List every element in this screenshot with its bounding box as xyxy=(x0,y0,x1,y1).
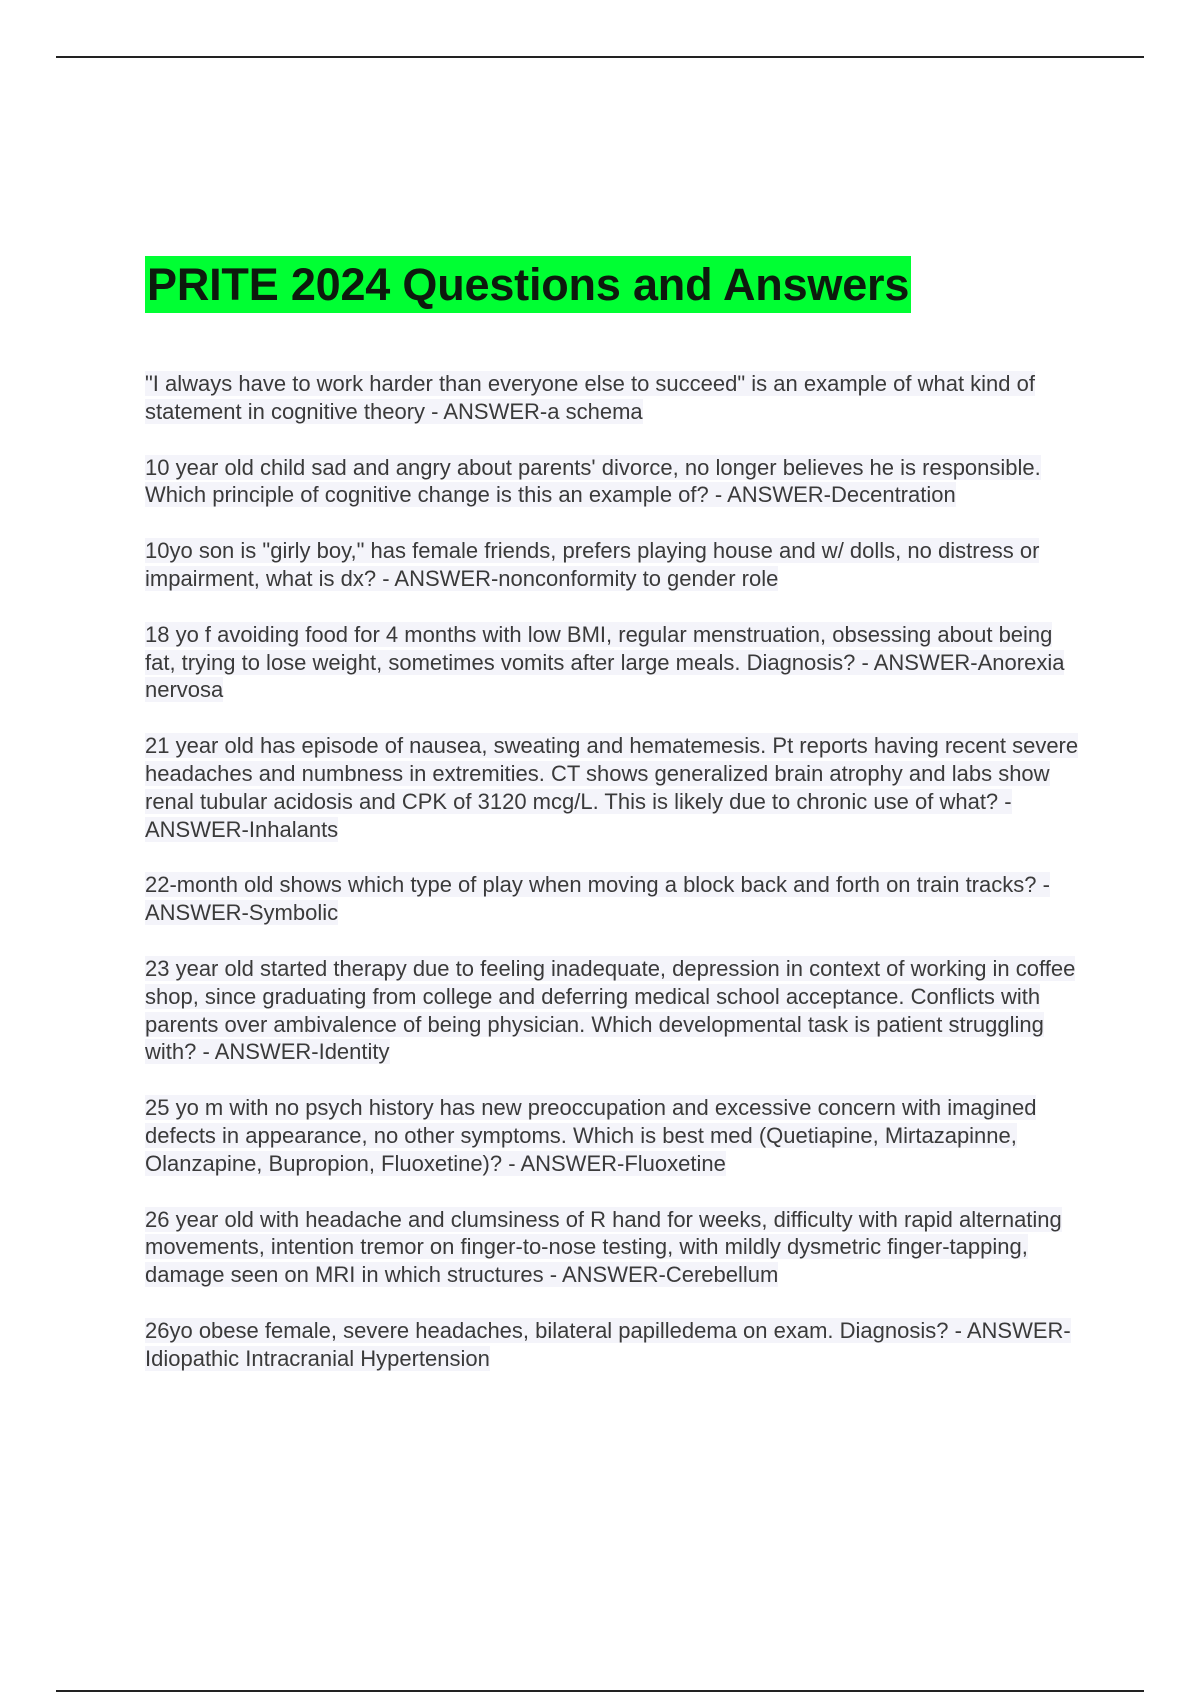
qa-item-text: 26yo obese female, severe headaches, bilateral papilledema on exam. Diagnosis? - ANSWER-Idiopathic Intracranial Hypertension xyxy=(145,1317,1071,1371)
qa-item-text: 21 year old has episode of nausea, sweating and hematemesis. Pt reports having recent severe headaches and numbness in extremities. CT shows generalized brain atrophy and labs show renal tubular acidosis and CPK of 3120 mcg/L. This is likely due to chronic use of what? - ANSWER-Inhalants xyxy=(145,733,1079,842)
qa-item-text: 23 year old started therapy due to feeling inadequate, depression in context of working in coffee shop, since graduating from college and deferring medical school acceptance. Conflicts with parents over ambivalence of being physician. Which developmental task is patient struggling with? - ANSWER-Identity xyxy=(145,955,1076,1065)
qa-item xyxy=(145,955,1085,1066)
bottom-rule xyxy=(56,1690,1144,1692)
qa-item xyxy=(145,454,1085,510)
title-block xyxy=(145,256,911,313)
qa-item xyxy=(145,370,1085,426)
qa-item-text: 22-month old shows which type of play when moving a block back and forth on train tracks? - ANSWER-Symbolic xyxy=(145,872,1050,926)
qa-item xyxy=(145,1317,1085,1373)
qa-item-text: 25 yo m with no psych history has new preoccupation and excessive concern with imagined defects in appearance, no other symptoms. Which is best med (Quetiapine, Mirtazapinne, Olanzapine, Bupropion, Fluoxetine)? - ANSWER-Fluoxetine xyxy=(145,1095,1037,1176)
document-title: PRITE 2024 Questions and Answers xyxy=(145,256,911,313)
qa-item-text: 18 yo f avoiding food for 4 months with low BMI, regular menstruation, obsessing about being fat, trying to lose weight, sometimes vomits after large meals. Diagnosis? - ANSWER-Anorexia nervosa xyxy=(145,621,1065,703)
qa-item xyxy=(145,537,1085,593)
qa-item-text: 26 year old with headache and clumsiness of R hand for weeks, difficulty with rapid alternating movements, intention tremor on finger-to-nose testing, with mildly dysmetric finger-tapping, damage seen on MRI in which structures - ANSWER-Cerebellum xyxy=(145,1206,1062,1288)
qa-item xyxy=(145,621,1085,704)
qa-item-text: "I always have to work harder than everyone else to succeed" is an example of what kind of statement in cognitive theory - ANSWER-a schema xyxy=(145,371,1035,424)
qa-item xyxy=(145,871,1085,927)
qa-item xyxy=(145,1094,1085,1177)
qa-item-text: 10yo son is "girly boy," has female friends, prefers playing house and w/ dolls, no distress or impairment, what is dx? - ANSWER-nonconformity to gender role xyxy=(145,538,1040,591)
qa-list xyxy=(145,370,1085,1401)
top-rule xyxy=(56,56,1144,58)
qa-item xyxy=(145,732,1085,843)
qa-item-text: 10 year old child sad and angry about parents' divorce, no longer believes he is responsible. Which principle of cognitive change is this an example of? - ANSWER-Decentration xyxy=(145,454,1041,508)
qa-item xyxy=(145,1206,1085,1289)
